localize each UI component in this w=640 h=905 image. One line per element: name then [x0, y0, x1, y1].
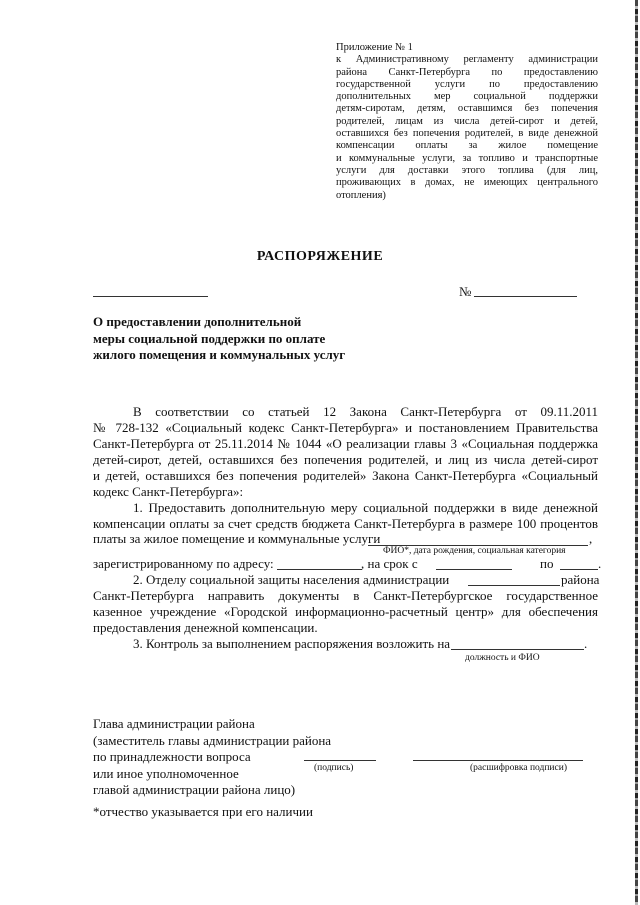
number-blank	[474, 296, 577, 297]
number-label: №	[459, 284, 472, 299]
item-1-line: платы за жилое помещение и коммунальные услуги	[93, 531, 381, 546]
subject-line: меры социальной поддержки по оплате	[93, 330, 326, 346]
item-1	[93, 500, 598, 532]
item-2-line: предоставления денежной компенсации.	[93, 620, 318, 635]
signature-block	[93, 716, 331, 799]
preamble-line: Санкт-Петербурга от 25.11.2014 № 1044 «О реализации главы 3 «Социальная поддержка	[93, 436, 598, 451]
subject-block	[93, 314, 345, 364]
controller-blank	[451, 649, 584, 650]
annex-line: государственной услуги по предоставлению	[336, 78, 598, 90]
preamble-line: В соответствии со статьей 12 Закона Санкт-Петербурга от 09.11.2011	[133, 404, 598, 419]
date-blank	[93, 296, 208, 297]
annex-heading: Приложение № 1	[336, 42, 413, 53]
item-1-line: 1. Предоставить дополнительную меру социальной поддержки в виде денежной	[133, 500, 598, 515]
annex-line: проживающих в домах, не имеющих центрального	[336, 177, 598, 189]
signature-blank	[304, 760, 376, 761]
annex-line: родителей, лицам из числа детей-сирот и детей,	[336, 115, 598, 127]
preamble-line: кодекс Санкт-Петербурга»:	[93, 484, 244, 499]
fio-caption: ФИО*, дата рождения, социальная категория	[383, 546, 566, 556]
item-3-line: 3. Контроль за выполнением распоряжения возложить на	[133, 636, 451, 651]
subject-line: жилого помещения и коммунальных услуг	[93, 347, 346, 362]
annex-block	[336, 42, 598, 202]
signature-line: (заместитель главы администрации района	[93, 732, 332, 748]
annex-line: отопления)	[336, 189, 386, 201]
item-1-comma: ,	[589, 531, 593, 546]
annex-line: к Административному регламенту администрации	[336, 54, 598, 66]
preamble-line: детей-сирот, детей, оставшихся без попечения родителей, и лиц из числа детей-сирот	[93, 452, 598, 467]
start-date-blank	[436, 569, 512, 570]
decode-caption: (расшифровка подписи)	[470, 763, 567, 773]
annex-line: услуги для доставки этого топлива (для лиц,	[336, 164, 598, 176]
annex-line: оставшихся без попечения родителей, в виде денежной	[336, 128, 598, 140]
sign-caption: (подпись)	[314, 763, 354, 773]
item-2-rayona: района	[561, 572, 600, 587]
signature-line: Глава администрации района	[93, 716, 255, 731]
preamble-line: и детей, оставшихся без попечения родителей» Закона Санкт-Петербурга «Социальный	[93, 468, 598, 483]
term-label: , на срок с	[361, 556, 418, 571]
decode-blank	[413, 760, 583, 761]
item-1-line: компенсации оплаты за счет средств бюджета Санкт-Петербурга в размере 100 процентов	[93, 516, 598, 531]
signature-line: или иное уполномоченное	[93, 765, 239, 781]
signature-line: главой администрации района лицо)	[93, 782, 296, 797]
end-period: .	[598, 556, 602, 571]
position-caption: должность и ФИО	[465, 653, 540, 663]
address-blank	[277, 569, 362, 570]
scan-edge	[635, 0, 638, 905]
district-blank	[468, 585, 560, 586]
registered-label: зарегистрированному по адресу:	[93, 556, 274, 571]
item-2-line: Санкт-Петербурга направить документы в Санкт-Петербургское государственное	[93, 588, 598, 603]
item-3-period: .	[584, 636, 588, 651]
item-2-line: 2. Отделу социальной защиты населения администрации	[133, 572, 450, 587]
footnote: *отчество указывается при его наличии	[93, 804, 313, 819]
item-2-line: казенное учреждение «Городской информационно-расчетный центр» для обеспечения	[93, 604, 598, 619]
subject-line: О предоставлении дополнительной	[93, 314, 302, 329]
annex-line: района Санкт-Петербурга по предоставлению	[336, 66, 598, 78]
po-label: по	[540, 556, 554, 571]
item-2	[93, 588, 598, 636]
annex-line: детям-сиротам, детям, оставшимся без попечения	[336, 103, 598, 115]
preamble	[93, 404, 598, 500]
preamble-line: № 728-132 «Социальный кодекс Санкт-Петербурга» и постановлением Правительства	[93, 420, 598, 435]
page-title: РАСПОРЯЖЕНИЕ	[256, 249, 384, 264]
annex-line: и коммунальные услуги, за топливо и транспортные	[336, 152, 598, 164]
signature-line: по принадлежности вопроса	[93, 749, 251, 764]
annex-line: дополнительных мер социальной поддержки	[336, 91, 598, 103]
annex-line: компенсации оплаты за жилое помещение	[336, 140, 598, 152]
end-date-blank	[560, 569, 598, 570]
